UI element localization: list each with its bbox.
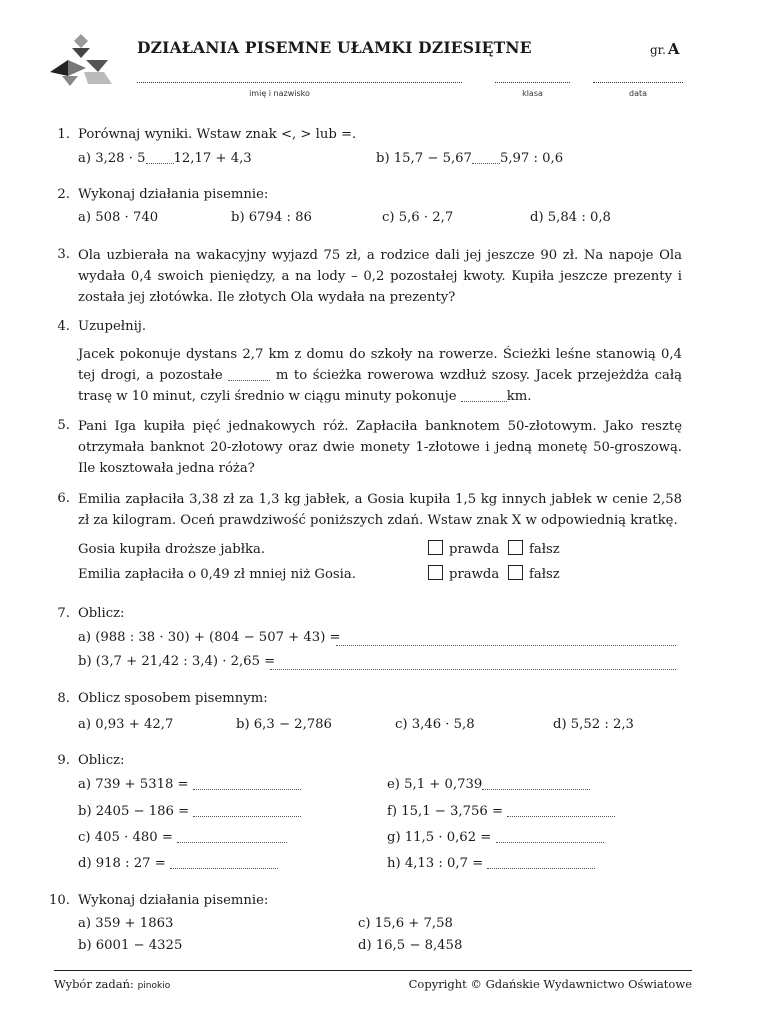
q1-a: a) 3,28 · 5 12,17 + 4,3 (78, 151, 252, 166)
true-option[interactable]: prawda (428, 539, 499, 561)
q6-statement-2: Emilia zapłaciła o 0,49 zł mniej niż Gosia. (78, 567, 356, 582)
question-number: 9. (57, 753, 70, 768)
answer-blank[interactable] (507, 802, 615, 817)
answer-blank[interactable] (146, 149, 174, 164)
question-text: Wykonaj działania pisemnie: (78, 187, 269, 202)
answer-blank[interactable] (472, 149, 500, 164)
footer-credit: Wybór zadań: pinokio (54, 977, 171, 991)
group-prefix: gr. (650, 43, 666, 57)
name-field-label: imię i nazwisko (249, 89, 310, 98)
checkbox[interactable] (508, 565, 523, 580)
question-number: 7. (57, 606, 70, 621)
question-number: 3. (57, 247, 70, 262)
q10-b: b) 6001 − 4325 (78, 938, 183, 953)
false-option[interactable]: fałsz (508, 539, 560, 561)
q6-statement-1: Gosia kupiła droższe jabłka. (78, 542, 266, 557)
question-number: 10. (49, 893, 70, 908)
question-text: Emilia zapłaciła 3,38 zł za 1,3 kg jabłek, a Gosia kupiła 1,5 kg innych jabłek w cenie 2,58 zł za kilogram. Oceń prawdziwość poniższych zdań. Wstaw znak X w odpowiednią kratkę. (78, 492, 682, 528)
name-field-line[interactable] (137, 82, 462, 83)
answer-blank[interactable] (177, 828, 287, 843)
q8-d: d) 5,52 : 2,3 (553, 717, 634, 732)
q8-a: a) 0,93 + 42,7 (78, 717, 174, 732)
question-text: Ola uzbierała na wakacyjny wyjazd 75 zł, a rodzice dali jej jeszcze 90 zł. Na napoje Ola wydała 0,4 swoich pieniędzy, a na lody – 0,2 pozostałej kwoty. Kupiła jeszcze prezenty i została jej złotówka. Ile złotych Ola wydała na prezenty? (78, 248, 682, 305)
class-field-line[interactable] (495, 82, 570, 83)
question-text: Oblicz: (78, 753, 125, 768)
answer-blank[interactable] (170, 854, 278, 869)
q9-g: g) 11,5 · 0,62 = (387, 827, 604, 849)
false-option[interactable]: fałsz (508, 564, 560, 586)
question-text: Porównaj wyniki. Wstaw znak <, > lub =. (78, 127, 357, 142)
q9-b: b) 2405 − 186 = (78, 801, 301, 823)
q10-d: d) 16,5 − 8,458 (358, 938, 463, 953)
q2-c: c) 5,6 · 2,7 (382, 210, 454, 225)
q1-b: b) 15,7 − 5,67 5,97 : 0,6 (376, 151, 564, 166)
answer-blank[interactable] (496, 828, 604, 843)
answer-blank[interactable] (336, 631, 676, 646)
question-text: Uzupełnij. (78, 319, 147, 334)
question-text: Oblicz sposobem pisemnym: (78, 691, 268, 706)
question-text: Oblicz: (78, 606, 125, 621)
q7-b: b) (3,7 + 21,42 : 3,4) · 2,65 = (78, 654, 276, 669)
question-number: 1. (57, 127, 70, 142)
answer-blank[interactable] (482, 775, 590, 790)
checkbox[interactable] (428, 540, 443, 555)
answer-blank[interactable] (461, 387, 507, 402)
question-text: Wykonaj działania pisemnie: (78, 893, 269, 908)
checkbox[interactable] (508, 540, 523, 555)
question-number: 4. (57, 319, 70, 334)
q9-f: f) 15,1 − 3,756 = (387, 801, 615, 823)
q2-a: a) 508 · 740 (78, 210, 159, 225)
q9-c: c) 405 · 480 = (78, 827, 287, 849)
q10-c: c) 15,6 + 7,58 (358, 916, 453, 931)
q7-a: a) (988 : 38 · 30) + (804 − 507 + 43) = (78, 630, 341, 645)
q9-a: a) 739 + 5318 = (78, 774, 301, 796)
answer-blank[interactable] (270, 655, 676, 670)
q8-c: c) 3,46 · 5,8 (395, 717, 475, 732)
footer-copyright: Copyright © Gdańskie Wydawnictwo Oświatowe (408, 977, 692, 991)
answer-blank[interactable] (193, 775, 301, 790)
q9-e: e) 5,1 + 0,739 (387, 774, 590, 796)
question-text: Pani Iga kupiła pięć jednakowych róż. Zapłaciła banknotem 50-złotowym. Jako resztę otrzymała banknot 20-złotowy oraz dwie monety 1-złotowe i jedną monetę 50-groszową. Ile kosztowała jedna róża? (78, 419, 682, 476)
date-field-line[interactable] (593, 82, 683, 83)
publisher-logo-icon (48, 32, 114, 88)
question-number: 6. (57, 491, 70, 506)
q9-d: d) 918 : 27 = (78, 853, 278, 875)
question-number: 8. (57, 691, 70, 706)
true-option[interactable]: prawda (428, 564, 499, 586)
q10-a: a) 359 + 1863 (78, 916, 174, 931)
q8-b: b) 6,3 − 2,786 (236, 717, 332, 732)
question-number: 5. (57, 418, 70, 433)
q9-h: h) 4,13 : 0,7 = (387, 853, 595, 875)
group-label (650, 40, 680, 58)
q2-b: b) 6794 : 86 (231, 210, 312, 225)
worksheet-title: DZIAŁANIA PISEMNE UŁAMKI DZIESIĘTNE (137, 38, 532, 57)
date-field-label: data (628, 89, 648, 98)
q2-d: d) 5,84 : 0,8 (530, 210, 611, 225)
question-number: 2. (57, 187, 70, 202)
q4-paragraph: Jacek pokonuje dystans 2,7 km z domu do szkoły na rowerze. Ścieżki leśne stanowią 0,4 tej drogi, a pozostałe m to ścieżka rowerowa wzdłuż szosy. Jacek przejeżdża całą trasę w 10 minut, czyli średnio w ciągu minuty pokonuje km. (78, 347, 682, 404)
answer-blank[interactable] (193, 802, 301, 817)
footer-divider (54, 970, 692, 971)
class-field-label: klasa (522, 89, 543, 98)
checkbox[interactable] (428, 565, 443, 580)
group-letter: A (667, 40, 680, 58)
answer-blank[interactable] (228, 366, 270, 381)
answer-blank[interactable] (487, 854, 595, 869)
